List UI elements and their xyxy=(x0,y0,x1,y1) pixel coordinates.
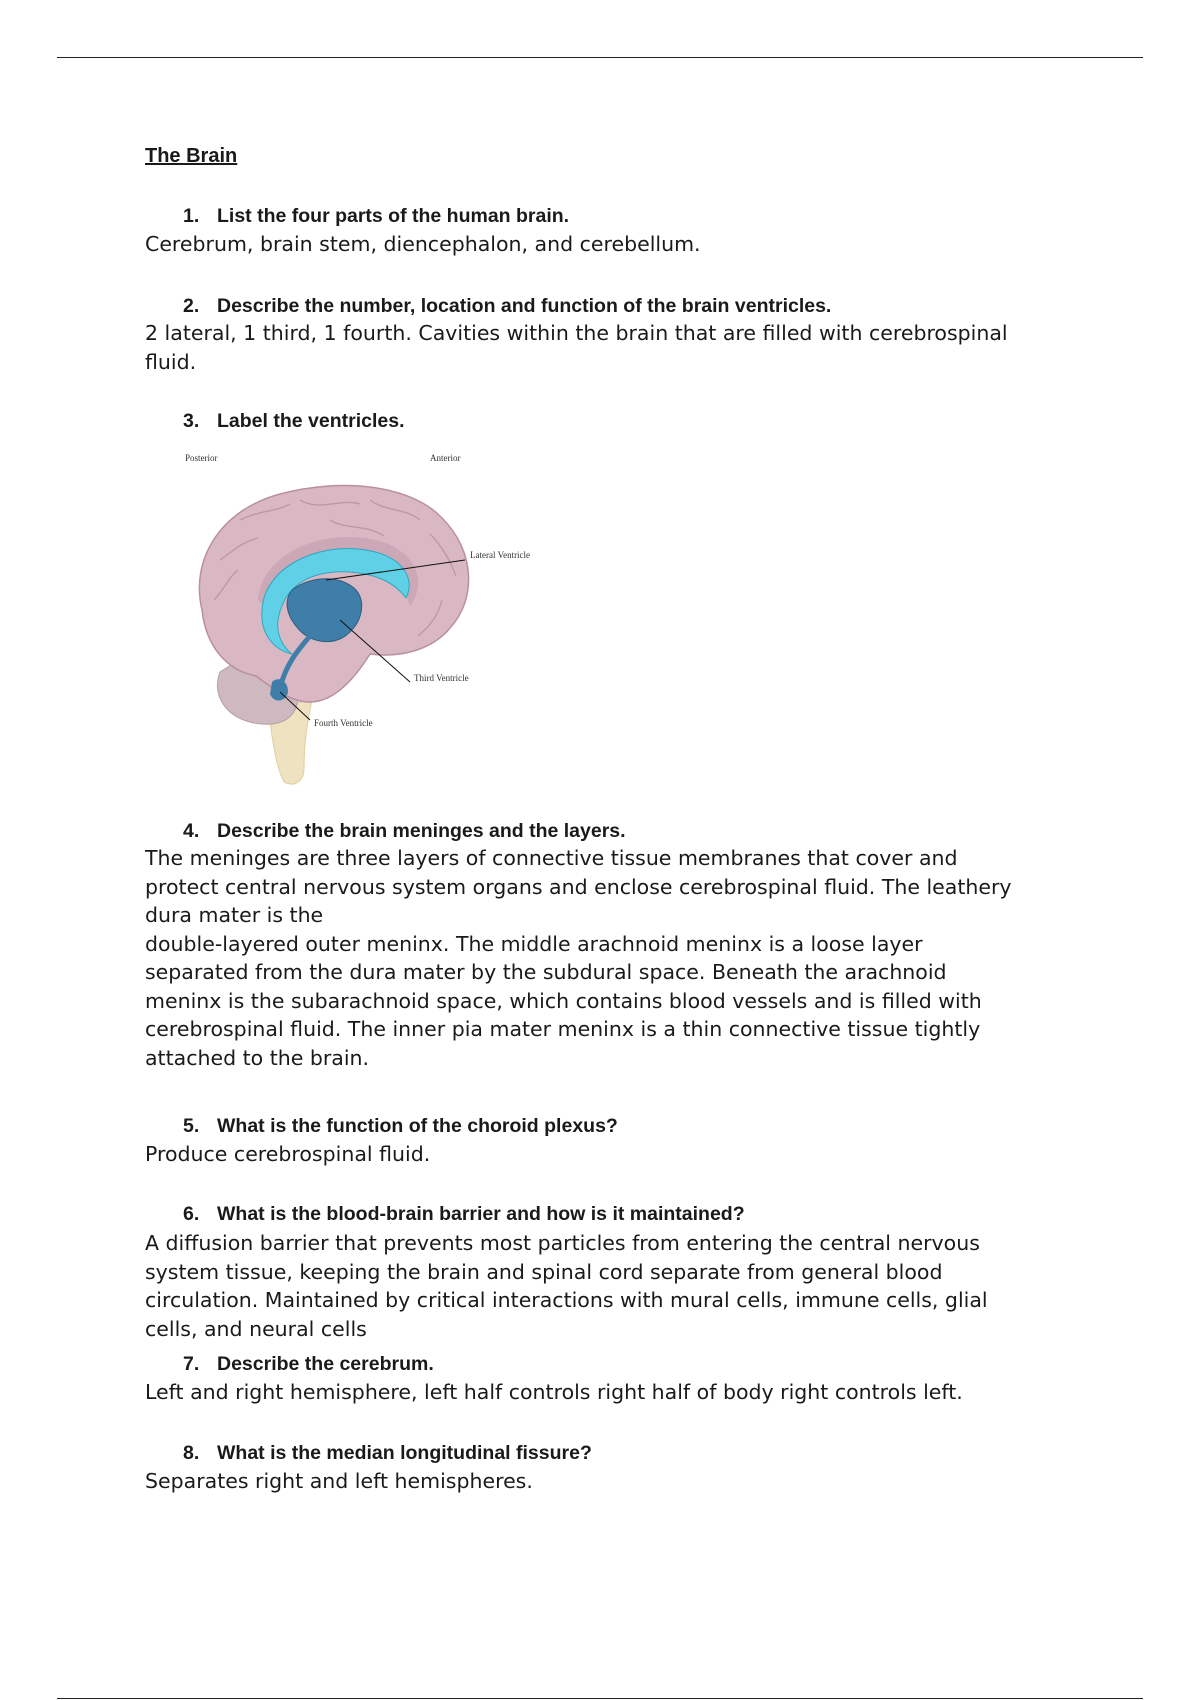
question-text: What is the function of the choroid plexus? xyxy=(217,1115,618,1137)
question-text: What is the median longitudinal fissure? xyxy=(217,1442,592,1464)
header-rule xyxy=(57,57,1143,58)
question-number: 6. xyxy=(183,1203,200,1225)
question-text: What is the blood-brain barrier and how is it maintained? xyxy=(217,1203,745,1225)
question-number: 5. xyxy=(183,1115,200,1137)
label-anterior: Anterior xyxy=(430,453,461,463)
label-third-ventricle: Third Ventricle xyxy=(414,673,469,683)
answer-1: Cerebrum, brain stem, diencephalon, and cerebellum. xyxy=(145,232,701,256)
question-number: 3. xyxy=(183,410,200,432)
label-lateral-ventricle: Lateral Ventricle xyxy=(470,550,531,560)
brain-ventricles-diagram xyxy=(180,450,600,790)
answer-2: 2 lateral, 1 third, 1 fourth. Cavities within the brain that are filled with cerebrospinal fluid. xyxy=(145,321,1008,374)
answer-4: The meninges are three layers of connective tissue membranes that cover and protect central nervous system organs and enclose cerebrospinal fluid. The leathery dura mater is the double-layered outer meninx. The middle arachnoid meninx is a loose layer separated from the dura mater by the subdural space. Beneath the arachnoid meninx is the subarachnoid space, which contains blood vessels and is filled with cerebrospinal fluid. The inner pia mater meninx is a thin connective tissue tightly attached to the brain. xyxy=(145,846,1012,1070)
question-1 xyxy=(183,205,569,228)
question-5 xyxy=(183,1115,618,1138)
question-3 xyxy=(183,410,405,433)
answer-8: Separates right and left hemispheres. xyxy=(145,1469,533,1493)
question-8 xyxy=(183,1442,592,1465)
question-number: 8. xyxy=(183,1442,200,1464)
question-number: 7. xyxy=(183,1353,200,1375)
ventricles-figure xyxy=(180,450,600,790)
question-4 xyxy=(183,820,626,843)
answer-6: A diffusion barrier that prevents most particles from entering the central nervous system tissue, keeping the brain and spinal cord separate from general blood circulation. Maintained by critical interactions with mural cells, immune cells, glial cells, and neural cells xyxy=(145,1231,988,1341)
question-text: Describe the brain meninges and the layers. xyxy=(217,820,626,842)
question-text: Describe the cerebrum. xyxy=(217,1353,434,1375)
footer-rule xyxy=(57,1698,1143,1699)
label-fourth-ventricle: Fourth Ventricle xyxy=(314,718,373,728)
document-title: The Brain xyxy=(145,145,238,167)
question-text: Label the ventricles. xyxy=(217,410,405,432)
answer-5: Produce cerebrospinal fluid. xyxy=(145,1142,431,1166)
question-number: 4. xyxy=(183,820,200,842)
question-number: 1. xyxy=(183,205,200,227)
question-2 xyxy=(183,295,831,318)
answer-7: Left and right hemisphere, left half controls right half of body right controls left. xyxy=(145,1380,963,1404)
label-posterior: Posterior xyxy=(185,453,218,463)
question-7 xyxy=(183,1353,434,1376)
question-text: List the four parts of the human brain. xyxy=(217,205,570,227)
question-text: Describe the number, location and function of the brain ventricles. xyxy=(217,295,832,317)
question-6 xyxy=(183,1203,745,1226)
question-number: 2. xyxy=(183,295,200,317)
